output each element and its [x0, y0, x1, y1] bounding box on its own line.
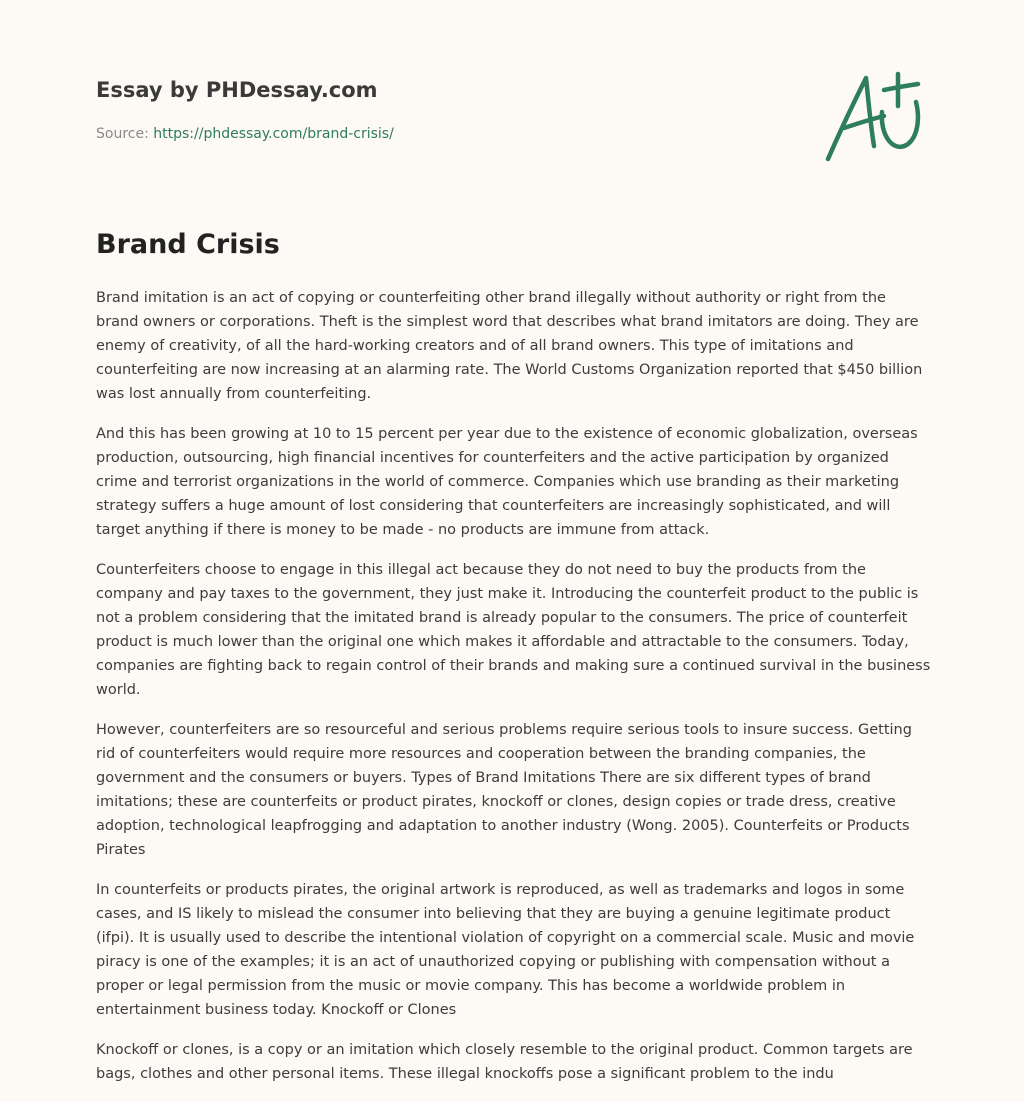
article-paragraph: Knockoff or clones, is a copy or an imitation which closely resemble to the original product. Common targets are bags, clothes and other personal items. These illegal knockoffs pose a significant problem to the indu	[96, 1042, 913, 1082]
article-paragraph: Brand imitation is an act of copying or counterfeiting other brand illegally without authority or right from the brand owners or corporations. Theft is the simplest word that describes what brand imitators are doing. They are enemy of creativity, of all the hard-working creators and of all brand owners. This type of imitations and counterfeiting are now increasing at an alarming rate. The World Customs Organization reported that $450 billion was lost annually from counterfeiting.	[96, 290, 923, 402]
source-link[interactable]: https://phdessay.com/brand-crisis/	[153, 126, 394, 142]
source-line	[96, 124, 696, 144]
article-paragraph: In counterfeits or products pirates, the original artwork is reproduced, as well as trademarks and logos in some cases, and IS likely to mislead the consumer into believing that they are buying a genuine legitimate product (ifpi). It is usually used to describe the intentional violation of copyright on a commercial scale. Music and movie piracy is one of the examples; it is an act of unauthorized copying or publishing with compensation without a proper or legal permission from the music or movie company. This has become a worldwide problem in entertainment business today. Knockoff or Clones	[96, 882, 915, 1018]
page-header	[96, 76, 696, 144]
article	[96, 226, 932, 1102]
article-title: Brand Crisis	[96, 229, 280, 260]
a-plus-logo-icon	[822, 66, 932, 166]
article-paragraph: And this has been growing at 10 to 15 percent per year due to the existence of economic globalization, overseas production, outsourcing, high financial incentives for counterfeiters and the active participation by organized crime and terrorist organizations in the world of commerce. Companies which use branding as their marketing strategy suffers a huge amount of lost considering that counterfeiters are increasingly sophisticated, and will target anything if there is money to be made - no products are immune from attack.	[96, 426, 918, 538]
source-label: Source:	[96, 126, 149, 142]
site-title: Essay by PHDessay.com	[96, 78, 378, 102]
article-paragraph: Counterfeiters choose to engage in this illegal act because they do not need to buy the products from the company and pay taxes to the government, they just make it. Introducing the counterfeit product to the public is not a problem considering that the imitated brand is already popular to the consumers. The price of counterfeit product is much lower than the original one which makes it affordable and attractable to the consumers. Today, companies are fighting back to regain control of their brands and making sure a continued survival in the business world.	[96, 562, 931, 698]
article-paragraph: However, counterfeiters are so resourceful and serious problems require serious tools to insure success. Getting rid of counterfeiters would require more resources and cooperation between the branding companies, the government and the consumers or buyers. Types of Brand Imitations There are six different types of brand imitations; these are counterfeits or product pirates, knockoff or clones, design copies or trade dress, creative adoption, technological leapfrogging and adaptation to another industry (Wong. 2005). Counterfeits or Products Pirates	[96, 722, 912, 858]
